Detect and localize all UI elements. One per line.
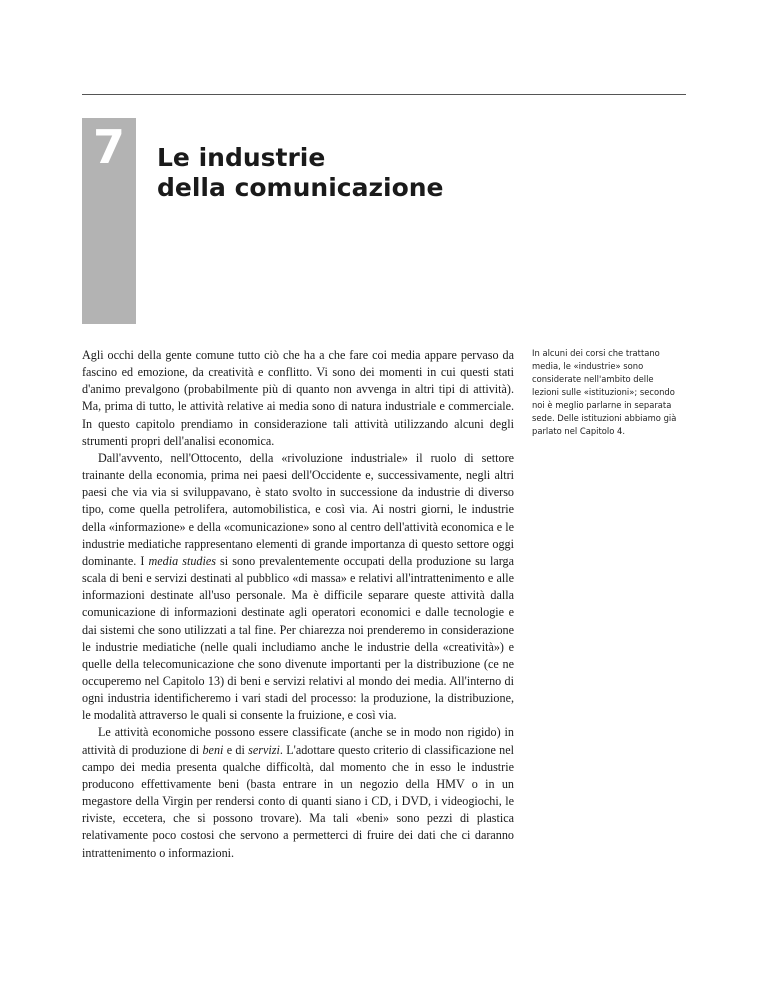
margin-note: In alcuni dei corsi che trattano media, le «industrie» sono considerate nell'ambito delle lezioni sulle «istituzioni»; secondo noi è meglio parlarne in separata sede. Delle istituzioni abbiamo già parlato nel Capitolo 4. <box>532 348 677 436</box>
paragraph-2-text-a: Dall'avvento, nell'Ottocento, della «rivoluzione industriale» il ruolo di settore trainante della economia, prima nei paesi dell'Occidente e, successivamente, negli altri paesi che via via si sviluppavano, è stato svolto in successione da industrie di diverso tipo, come quella petrolifera, automobilistica, e così via. Ai nostri giorni, le industrie della «informazione» e della «comunicazione» sono al centro dell'attività economica e le industrie mediatiche rappresentano elementi di grande importanza di questo settore oggi dominante. I <box>82 450 514 568</box>
paragraph-3-text-a: Le attività economiche possono essere classificate (anche se in modo non rigido) in attività di produzione di <box>82 725 514 757</box>
header-rule <box>82 94 686 95</box>
paragraph-2 <box>82 450 514 725</box>
chapter-title <box>157 143 444 203</box>
paragraph-3-text-c: . L'adottare questo criterio di classificazione nel campo dei media presenta qualche difficoltà, dal momento che in esso le industrie producono effettivamente beni (basta entrare in un negozio della HMV o in un megastore della Virgin per rendersi conto di quanti siano i CD, i DVD, i videogiochi, le riviste, eccetera, che si possono trovare). Ma tali «beni» sono pezzi di plastica relativamente poco costosi che servono a permetterci di fruire dei dati che ci daranno intrattenimento o informazioni. <box>82 742 514 860</box>
paragraph-3 <box>82 724 514 861</box>
main-text <box>82 347 514 862</box>
paragraph-2-text-b: si sono prevalentemente occupati della produzione su larga scala di beni e servizi destinati al pubblico «di massa» e relativi all'intrattenimento e alle informazioni destinate all'uso personale. Ma è difficile separare queste attività dalla comunicazione di informazioni destinate agli operatori economici e dalle tecnologie e dai sistemi che sono utilizzati a tal fine. Per chiarezza noi prenderemo in considerazione le industrie mediatiche (nelle quali includiamo anche le industrie della «creatività») e quelle della telecomunicazione che sono divenute importanti per la distribuzione (ce ne occuperemo nel Capitolo 13) di beni e servizi relativi al mondo dei media. All'interno di ogni industria identificheremo i vari stadi del processo: la produzione, la distribuzione, le modalità attraverso le quali si consente la fruizione, e così via. <box>82 553 514 723</box>
chapter-title-line-2: della comunicazione <box>157 173 444 202</box>
beni-term: beni <box>202 742 224 757</box>
chapter-number: 7 <box>92 120 125 174</box>
chapter-number-block <box>82 118 136 324</box>
paragraph-3-text-b: e di <box>223 742 249 757</box>
media-studies-term: media studies <box>148 553 216 568</box>
servizi-term: servizi <box>248 742 280 757</box>
paragraph-1: Agli occhi della gente comune tutto ciò che ha a che fare coi media appare pervaso da fascino ed emozione, da creatività e conflitto. Vi sono dei momenti in cui questi stati d'animo prevalgono (probabilmente più di quanto non avvenga in altri tipi di attività). Ma, prima di tutto, le attività relative ai media sono di natura industriale e commerciale. In questo capitolo prendiamo in considerazione tali attività utilizzando alcuni degli strumenti propri dell'analisi economica. <box>82 348 514 448</box>
chapter-title-line-1: Le industrie <box>157 143 326 172</box>
